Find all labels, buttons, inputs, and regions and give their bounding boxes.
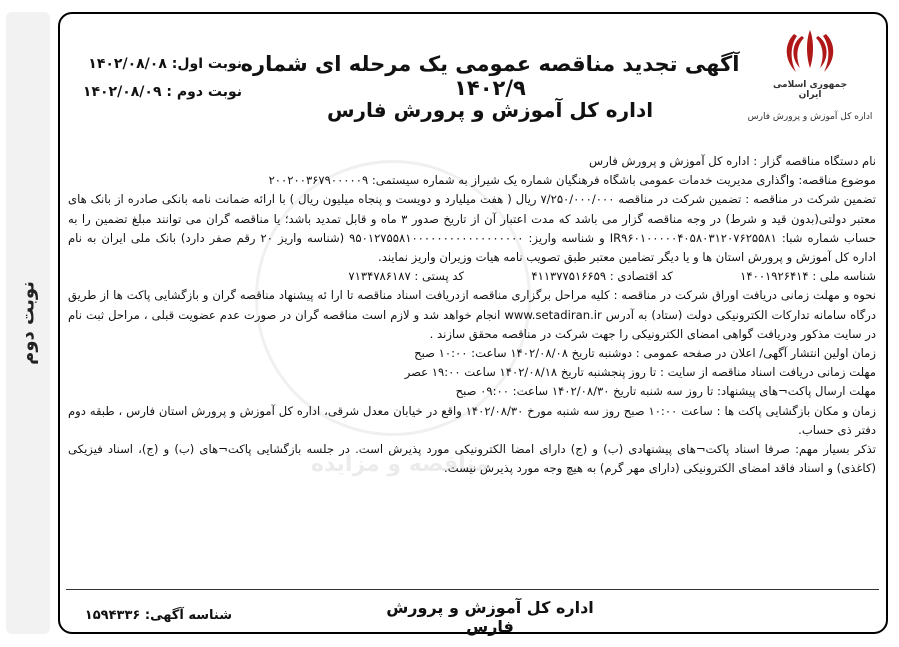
footer-divider [66, 589, 879, 590]
important-note: تذکر بسیار مهم: صرفا اسناد پاکت¬های پیشنهادی (ب) و (ج) دارای امضا الکترونیکی مورد پذیرش است. در جلسه بازگشایی پاکت¬های (ب) و (ج)، اسناد فیزیکی (کاغذی) و اسناد فاقد امضای الکترونیکی (دارای مهر گرم) به هیچ وجه مورد پذیرش نیست. [68, 442, 876, 476]
tender-subject: موضوع مناقصه: واگذاری مدیریت خدمات عمومی باشگاه فرهنگیان شماره یک شیراز به شماره سیستمی: ۲۰۰۲۰۰۳۶۷۹۰۰۰۰۰۹ [268, 173, 876, 188]
watermark-text: مناقصه و مزایده [310, 452, 490, 477]
side-tab-label: نوبت دوم [17, 281, 39, 365]
document-deadline: مهلت زمانی دریافت اسناد مناقصه از سایت : تا روز پنجشنبه تاریخ ۱۴۰۲/۰۸/۱۸ ساعت ۱۹:۰۰ عصر [404, 365, 876, 380]
postal-code: کد پستی : ۷۱۳۴۷۸۶۱۸۷ [348, 269, 464, 284]
first-publication-time: زمان اولین انتشار آگهی/ اعلان در صفحه عمومی : دوشنبه تاریخ ۱۴۰۲/۰۸/۰۸ ساعت: ۱۰:۰۰ صبح [414, 346, 876, 361]
identifiers-row [68, 267, 876, 286]
announcement-body [68, 152, 876, 478]
page-title: آگهی تجدید مناقصه عمومی یک مرحله ای شماره ۱۴۰۲/۹ [240, 52, 740, 100]
page-subtitle: اداره کل آموزش و پرورش فارس [326, 98, 654, 122]
national-id: شناسه ملی : ۱۴۰۰۱۹۲۶۴۱۴ [740, 269, 876, 284]
first-turn-date: نوبت اول: ۱۴۰۲/۰۸/۰۸ [88, 56, 242, 72]
ad-identifier: شناسه آگهی: ۱۵۹۴۳۳۶ [84, 608, 232, 623]
submission-method-text-cont: انجام خواهد شد و لازم است مناقصه گران در صورت عدم عضویت قبلی ، مراحل ثبت نام در سایت مذکور ودریافت گواهی امضای الکترونیکی را جهت شرکت در مناقصه محقق سازند . [68, 307, 876, 341]
tender-organizer: نام دستگاه مناقصه گزار : اداره کل آموزش و پرورش فارس [588, 154, 876, 168]
side-tab [6, 12, 50, 634]
iran-emblem-icon [782, 26, 838, 76]
second-turn-date: نوبت دوم : ۱۴۰۲/۰۸/۰۹ [82, 84, 242, 100]
footer-agency-title: اداره کل آموزش و پرورش فارس [386, 598, 594, 636]
submission-method [68, 286, 876, 344]
submission-method-text: نحوه و مهلت زمانی دریافت اوراق شرکت در مناقصه : کلیه مراحل برگزاری مناقصه ازدریافت اسناد مناقصه تا ارا ئه پیشنهاد مناقصه گران و بازگشایی پاکت ها از طریق درگاه سامانه تدارکات الکترونیکی دولت (ستاد) به آدرس [68, 288, 877, 322]
opening-time-place: زمان و مکان بازگشایی پاکت ها : ساعت ۱۰:۰۰ صبح روز سه شنبه مورخ ۱۴۰۲/۰۸/۳۰ واقع در خیابان معدل شرقی، اداره کل آموزش و پرورش استان فارس ، طبقه دوم دفتر ذی حساب. [68, 403, 876, 437]
economic-code: کد اقتصادی : ۴۱۱۳۷۷۵۱۶۶۵۹ [531, 269, 673, 284]
proposal-deadline: مهلت ارسال پاکت¬های پیشنهاد: تا روز سه شنبه تاریخ ۱۴۰۲/۰۸/۳۰ ساعت: ۰۹:۰۰ صبح [455, 384, 876, 399]
tender-guarantee: تضمین شرکت در مناقصه : تضمین شرکت در مناقصه ۷/۲۵۰/۰۰۰/۰۰۰ ریال ( هفت میلیارد و دویست و پنجاه میلیون ریال ) با ارائه ضمانت نامه بانکی صادره از بانک های معتبر دولتی(بدون قید و شرط) در وجه مناقصه گزار می باشد که مدت اعتبار آن از تاریخ صدور ۳ ماه و قابل تمدید باشد؛ یا مناقصه گران می توانند مبلغ تضمین را به حساب شماره شبا: IR۹۶۰۱۰۰۰۰۰۴۰۵۸۰۳۱۲۰۷۶۲۵۵۸۱ و شناسه واریز: ۹۵۰۱۲۷۵۵۸۱۰۰۰۰۰۰۰۰۰۰۰۰۰۰۰۰۰۰ (شناسه واریز ۲۰ رقم صفر دارد) بانک ملی ایران به نام اداره کل آموزش و پرورش استان ها و یا دیگر تضامین معتبر طبق تصویب نامه هیات وزیران واریز نمایند. [68, 192, 877, 265]
country-name: جمهوری اسلامی ایران [772, 80, 848, 100]
setad-website-link[interactable]: www.setadiran.ir [504, 307, 602, 322]
agency-name-small: اداره کل آموزش و پرورش فارس [747, 112, 873, 122]
